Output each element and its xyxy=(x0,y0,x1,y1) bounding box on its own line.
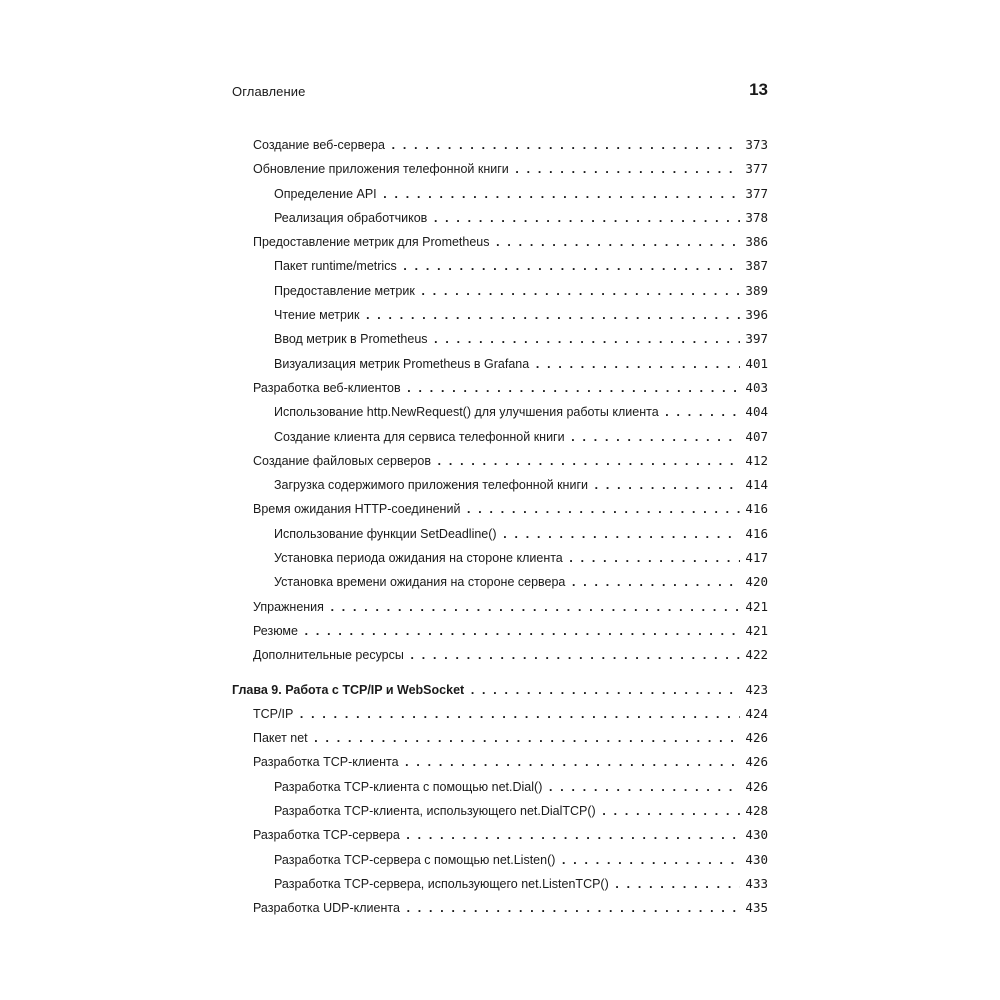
toc-entry xyxy=(232,730,768,754)
toc-entry-title: Разработка веб-клиентов xyxy=(253,380,401,395)
toc-entry-page: 387 xyxy=(745,258,768,274)
toc-entry-title: Загрузка содержимого приложения телефонной книги xyxy=(274,478,588,493)
toc-entry-page: 426 xyxy=(745,754,768,770)
toc-entry-page: 407 xyxy=(745,428,768,444)
toc-dot-leader xyxy=(433,333,741,346)
toc-entry-title: Время ожидания HTTP-соединений xyxy=(253,502,461,517)
toc-entry-title: Установка времени ожидания на стороне сервера xyxy=(274,575,566,590)
toc-entry xyxy=(232,307,768,331)
toc-entry-page: 420 xyxy=(745,574,768,590)
toc-dot-leader xyxy=(405,829,741,842)
toc-entry xyxy=(232,258,768,282)
toc-entry-title: Разработка TCP-клиента с помощью net.Dial() xyxy=(274,779,543,794)
toc-entry-page: 377 xyxy=(745,185,768,201)
toc-entry-page: 428 xyxy=(745,803,768,819)
toc-dot-leader xyxy=(469,684,740,697)
toc-entry xyxy=(232,137,768,161)
toc-entry xyxy=(232,210,768,234)
toc-entry xyxy=(232,356,768,380)
toc-dot-leader xyxy=(570,576,740,589)
toc-entry xyxy=(232,161,768,185)
toc-entry-title: Глава 9. Работа с TCP/IP и WebSocket xyxy=(232,682,465,697)
toc-entry xyxy=(232,453,768,477)
toc-dot-leader xyxy=(364,309,740,322)
toc-entry xyxy=(232,380,768,404)
toc-entry xyxy=(232,186,768,210)
toc-entry-title: Визуализация метрик Prometheus в Grafana xyxy=(274,356,530,371)
toc-entry xyxy=(232,827,768,851)
toc-entry-title: Пакет net xyxy=(253,731,308,746)
toc-entry xyxy=(232,234,768,258)
toc-entry-page: 377 xyxy=(745,161,768,177)
toc-entry xyxy=(232,754,768,778)
toc-entry-page: 396 xyxy=(745,307,768,323)
toc-entry-title: TCP/IP xyxy=(253,706,294,721)
toc-entry-page: 401 xyxy=(745,355,768,371)
toc-entry xyxy=(232,623,768,647)
toc-entry-title: Использование http.NewRequest() для улучшения работы клиента xyxy=(274,405,659,420)
toc-entry-title: Реализация обработчиков xyxy=(274,210,428,225)
toc-entry xyxy=(232,900,768,924)
toc-dot-leader xyxy=(405,902,740,915)
toc-dot-leader xyxy=(502,528,741,541)
toc-entry-page: 412 xyxy=(745,452,768,468)
toc-entry-page: 404 xyxy=(745,404,768,420)
toc-entry xyxy=(232,283,768,307)
toc-entry xyxy=(232,852,768,876)
toc-entry xyxy=(232,429,768,453)
toc-entry xyxy=(232,647,768,671)
toc-entry xyxy=(232,501,768,525)
toc-entry-title: Разработка TCP-клиента xyxy=(253,755,399,770)
toc-entry-title: Чтение метрик xyxy=(274,308,360,323)
toc-dot-leader xyxy=(420,285,741,298)
toc-dot-leader xyxy=(436,455,740,468)
toc-dot-leader xyxy=(593,479,740,492)
toc-entry-title: Дополнительные ресурсы xyxy=(253,648,404,663)
toc-dot-leader xyxy=(547,781,740,794)
toc-entry-page: 386 xyxy=(745,234,768,250)
page-number: 13 xyxy=(749,80,768,99)
page-header xyxy=(232,80,768,104)
toc-entry-page: 416 xyxy=(745,525,768,541)
toc-dot-leader xyxy=(298,708,740,721)
toc-entry-page: 430 xyxy=(745,827,768,843)
toc-entry xyxy=(232,706,768,730)
toc-dot-leader xyxy=(534,358,740,371)
toc-entry-page: 397 xyxy=(745,331,768,347)
toc-entry-page: 433 xyxy=(745,875,768,891)
toc-entry-page: 421 xyxy=(745,598,768,614)
table-of-contents xyxy=(232,137,768,925)
toc-dot-leader xyxy=(409,649,741,662)
toc-dot-leader xyxy=(402,260,741,273)
toc-entry-title: Установка периода ожидания на стороне клиента xyxy=(274,551,563,566)
toc-dot-leader xyxy=(614,878,741,891)
toc-entry-title: Разработка TCP-клиента, использующего net.DialTCP() xyxy=(274,804,596,819)
toc-entry-title: Создание веб-сервера xyxy=(253,138,385,152)
toc-entry-page: 430 xyxy=(745,851,768,867)
toc-dot-leader xyxy=(390,139,740,152)
toc-entry xyxy=(232,599,768,623)
toc-entry-title: Создание файловых серверов xyxy=(253,453,431,468)
toc-entry xyxy=(232,876,768,900)
toc-entry-title: Ввод метрик в Prometheus xyxy=(274,332,428,347)
toc-entry-title: Упражнения xyxy=(253,599,324,614)
toc-dot-leader xyxy=(432,212,740,225)
toc-entry-title: Предоставление метрик для Prometheus xyxy=(253,235,490,250)
toc-entry xyxy=(232,803,768,827)
toc-dot-leader xyxy=(465,503,740,516)
toc-dot-leader xyxy=(570,431,741,444)
toc-entry-title: Разработка UDP-клиента xyxy=(253,901,400,916)
toc-dot-leader xyxy=(560,854,740,867)
toc-entry-page: 414 xyxy=(745,477,768,493)
toc-entry-page: 416 xyxy=(745,501,768,517)
toc-entry-title: Разработка TCP-сервера с помощью net.Listen() xyxy=(274,852,556,867)
toc-chapter-entry xyxy=(232,682,768,706)
toc-entry-page: 426 xyxy=(745,730,768,746)
toc-entry-title: Использование функции SetDeadline() xyxy=(274,526,497,541)
toc-entry xyxy=(232,404,768,428)
toc-dot-leader xyxy=(514,163,741,176)
toc-entry-page: 421 xyxy=(745,622,768,638)
toc-entry-page: 378 xyxy=(745,209,768,225)
toc-entry-page: 417 xyxy=(745,550,768,566)
toc-dot-leader xyxy=(329,601,740,614)
toc-dot-leader xyxy=(382,188,741,201)
toc-dot-leader xyxy=(404,756,741,769)
toc-entry-title: Создание клиента для сервиса телефонной книги xyxy=(274,429,565,444)
toc-entry xyxy=(232,574,768,598)
toc-dot-leader xyxy=(313,732,741,745)
toc-entry-title: Предоставление метрик xyxy=(274,283,415,298)
toc-entry xyxy=(232,477,768,501)
toc-entry-title: Разработка TCP-сервера, использующего net.ListenTCP() xyxy=(274,876,609,891)
toc-entry-title: Резюме xyxy=(253,623,298,638)
toc-entry-page: 424 xyxy=(745,705,768,721)
toc-entry-page: 373 xyxy=(745,137,768,152)
toc-entry-page: 389 xyxy=(745,282,768,298)
toc-entry xyxy=(232,526,768,550)
toc-entry-page: 422 xyxy=(745,647,768,663)
toc-entry xyxy=(232,550,768,574)
toc-entry-page: 435 xyxy=(745,900,768,916)
toc-entry-title: Определение API xyxy=(274,186,377,201)
toc-dot-leader xyxy=(601,805,741,818)
toc-entry-page: 426 xyxy=(745,778,768,794)
toc-dot-leader xyxy=(495,236,741,249)
running-title: Оглавление xyxy=(232,84,306,99)
toc-dot-leader xyxy=(664,406,741,419)
toc-entry-page: 423 xyxy=(745,681,768,697)
toc-dot-leader xyxy=(568,552,741,565)
toc-entry xyxy=(232,779,768,803)
toc-dot-leader xyxy=(406,382,741,395)
toc-entry-page: 403 xyxy=(745,379,768,395)
toc-entry-title: Пакет runtime/metrics xyxy=(274,259,397,274)
toc-entry-title: Разработка TCP-сервера xyxy=(253,828,400,843)
toc-entry-title: Обновление приложения телефонной книги xyxy=(253,162,509,177)
toc-entry xyxy=(232,331,768,355)
toc-dot-leader xyxy=(303,625,740,638)
